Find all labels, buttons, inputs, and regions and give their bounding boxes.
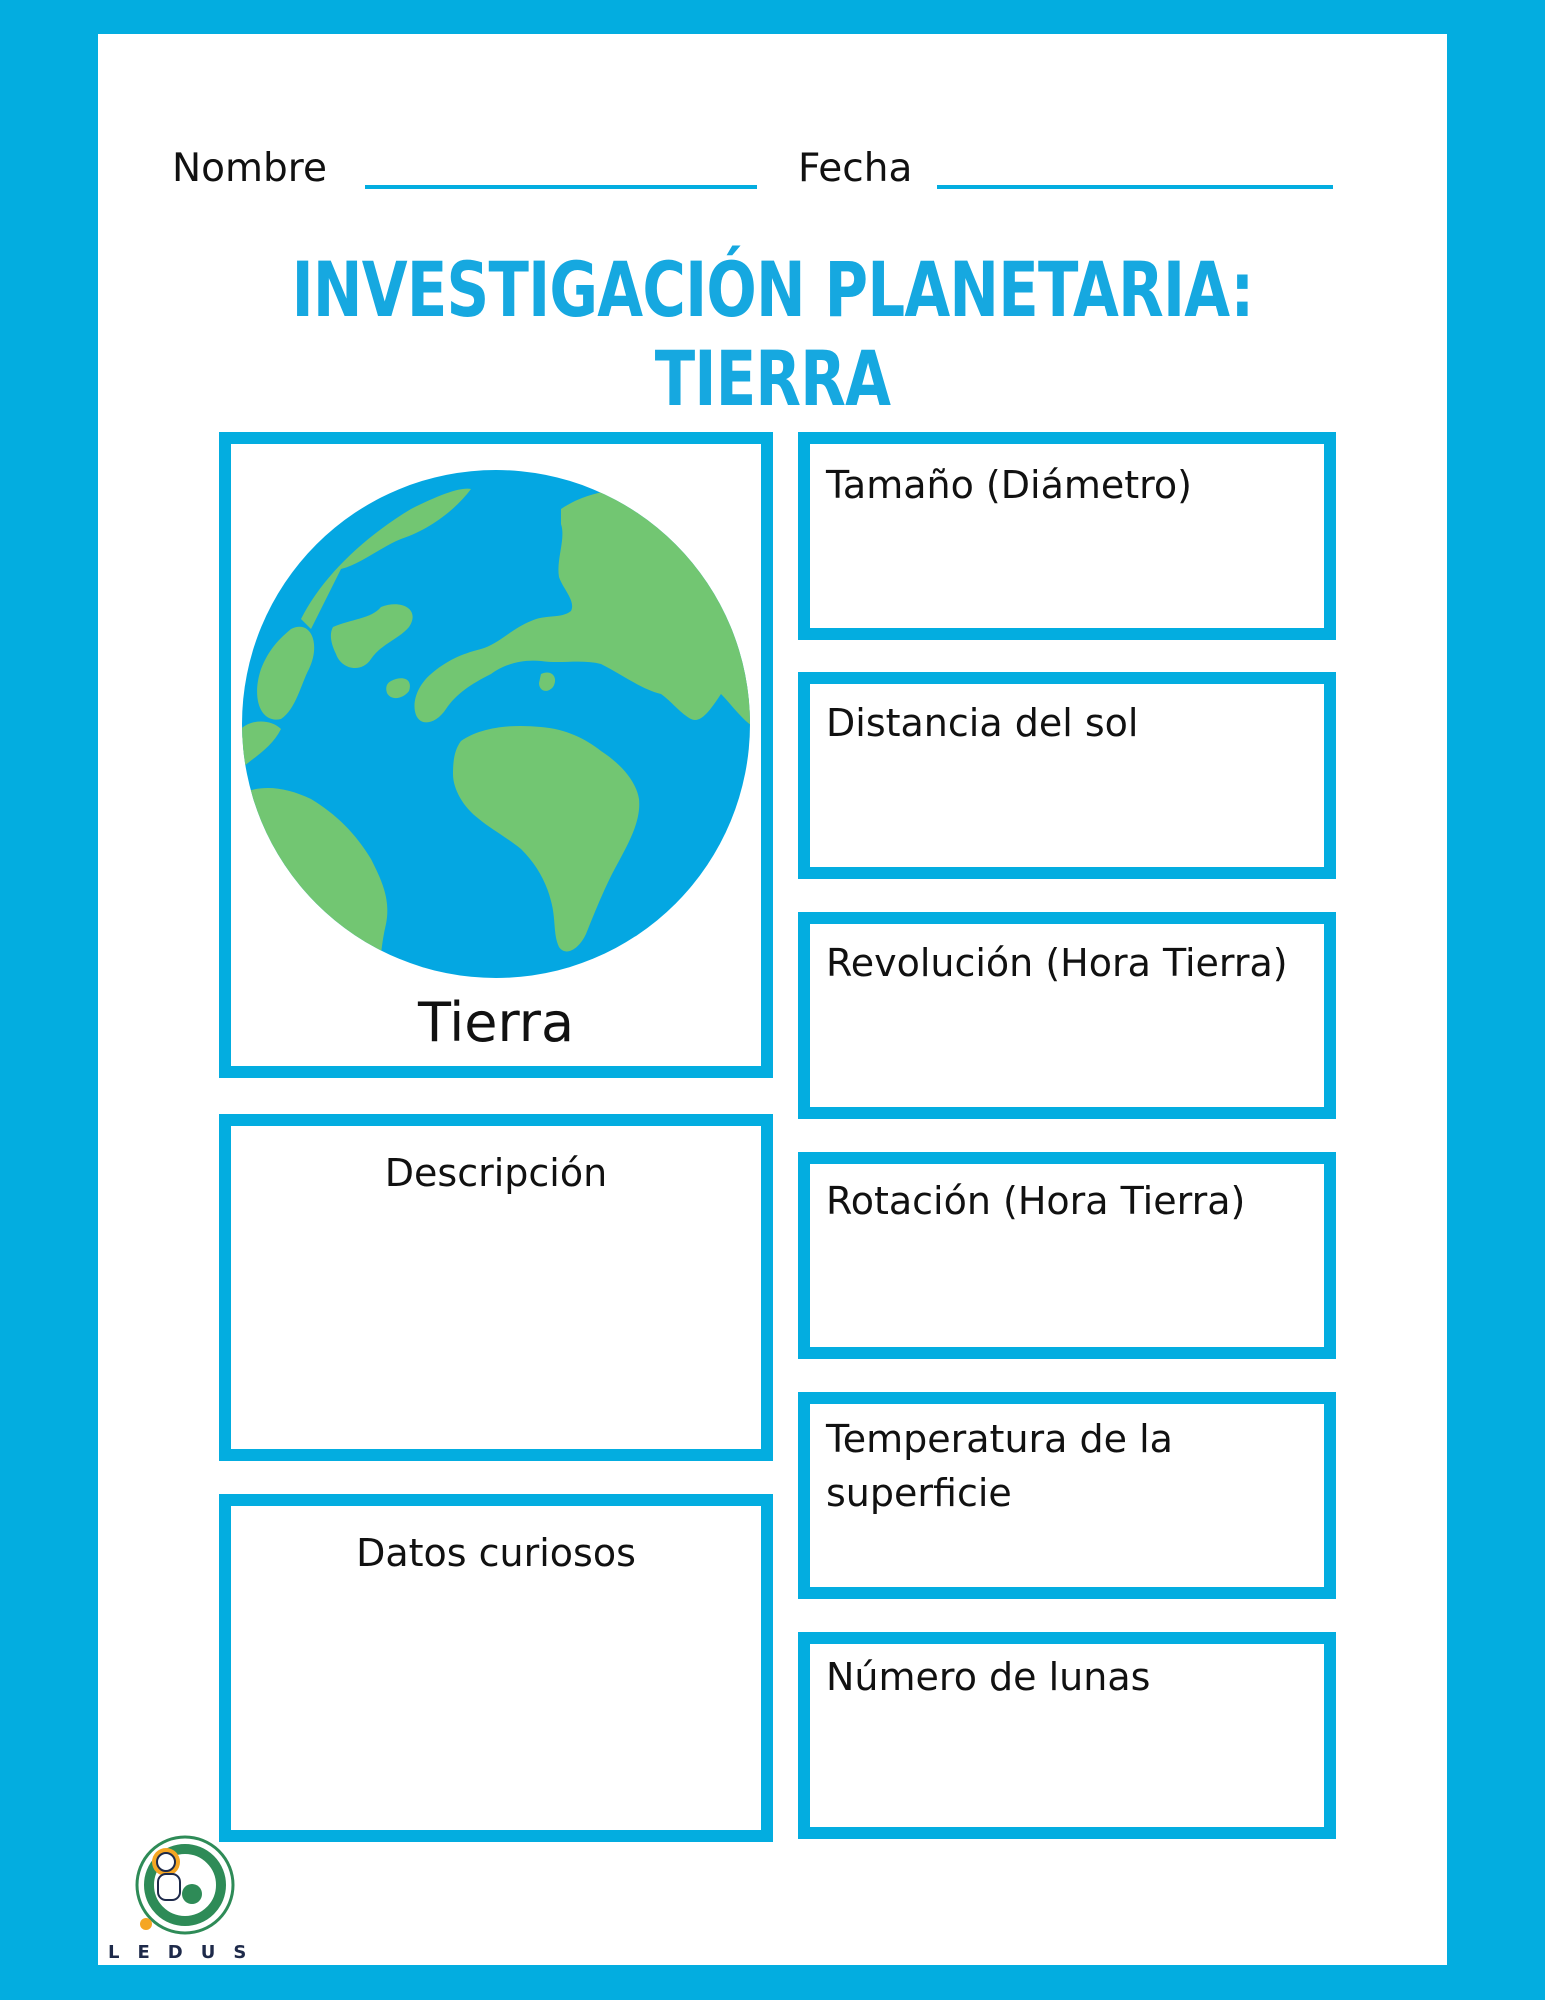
fun-facts-box[interactable]	[219, 1494, 773, 1842]
revolution-box[interactable]	[798, 912, 1336, 1119]
rotation-box[interactable]	[798, 1152, 1336, 1359]
distance-box[interactable]	[798, 672, 1336, 879]
planet-image-box	[219, 432, 773, 1078]
name-input-line[interactable]	[365, 185, 757, 189]
revolution-label: Revolución (Hora Tierra)	[826, 941, 1288, 985]
description-label: Descripción	[384, 1151, 608, 1195]
temperature-label: Temperatura de la superficie	[826, 1417, 1173, 1515]
date-input-line[interactable]	[937, 185, 1333, 189]
moons-box[interactable]	[798, 1632, 1336, 1839]
name-label: Nombre	[172, 146, 327, 191]
distance-label: Distancia del sol	[826, 701, 1139, 745]
earth-globe-icon	[241, 469, 751, 979]
date-label: Fecha	[798, 146, 913, 191]
temperature-box[interactable]	[798, 1392, 1336, 1599]
planet-caption: Tierra	[417, 991, 575, 1054]
page-title: INVESTIGACIÓN PLANETARIA: TIERRA	[291, 245, 1254, 423]
diameter-box[interactable]	[798, 432, 1336, 640]
ledus-logo	[132, 1832, 238, 1938]
description-box[interactable]	[219, 1114, 773, 1461]
brand-name: LEDUS	[108, 1942, 265, 1963]
fun-facts-label: Datos curiosos	[356, 1531, 636, 1575]
moons-label: Número de lunas	[826, 1655, 1151, 1699]
rotation-label: Rotación (Hora Tierra)	[826, 1179, 1246, 1223]
diameter-label: Tamaño (Diámetro)	[826, 463, 1193, 507]
